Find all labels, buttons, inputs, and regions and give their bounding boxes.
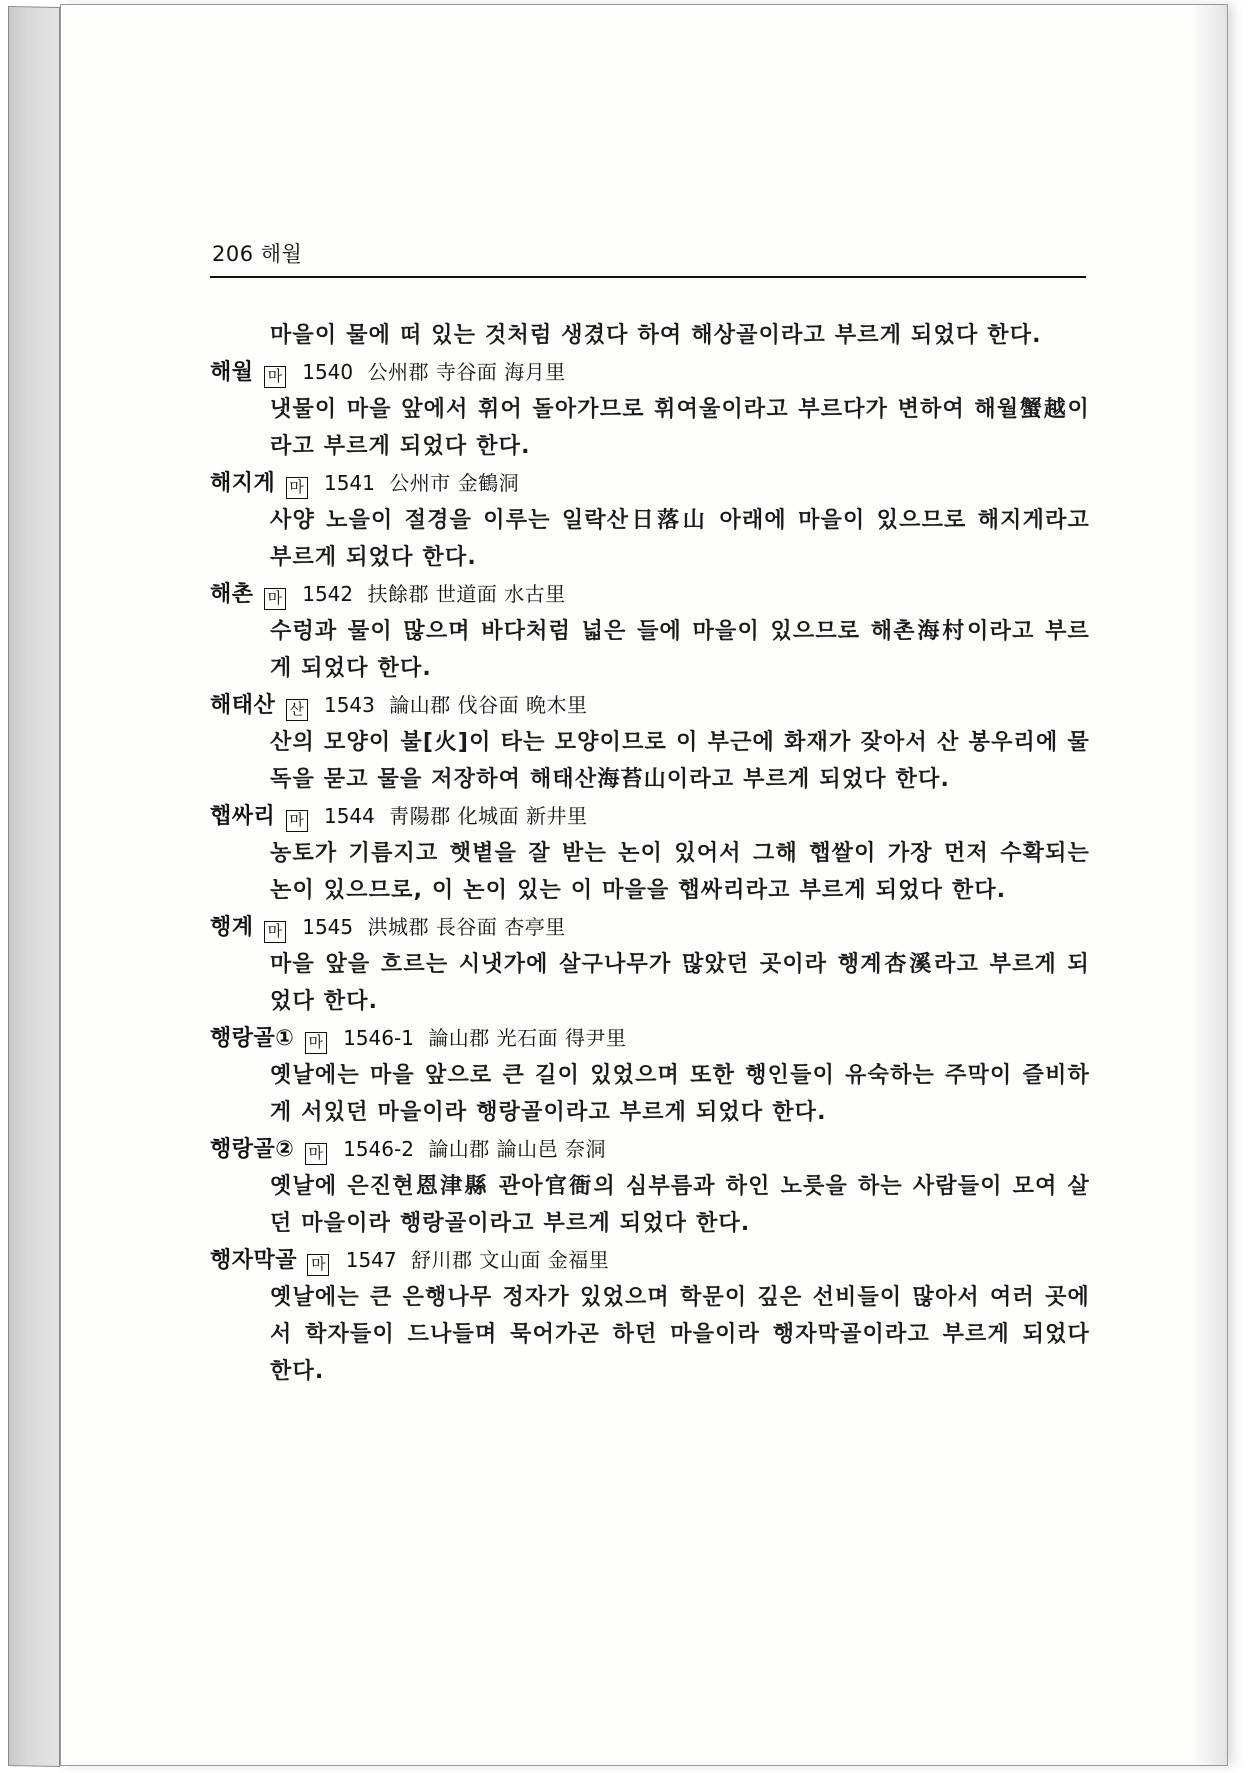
category-badge: 마 bbox=[305, 1143, 327, 1165]
category-badge: 마 bbox=[286, 477, 308, 499]
entry-heading bbox=[210, 465, 1090, 502]
entry-text: 사양 노을이 절경을 이루는 일락산日落山 아래에 마을이 있으므로 해지게라고 부르게 되었다 한다. bbox=[270, 508, 1090, 570]
page-edge-shadow bbox=[1191, 5, 1227, 1765]
entry-text: 옛날에는 마을 앞으로 큰 길이 있었으며 또한 행인들이 유숙하는 주막이 즐비하게 서있던 마을이라 행랑골이라고 부르게 되었다 한다. bbox=[270, 1063, 1090, 1125]
entry-name: 해태산 bbox=[210, 693, 276, 718]
entry-address: 論山郡 伐谷面 晩木里 bbox=[389, 693, 588, 717]
entry-name: 해촌 bbox=[210, 582, 254, 607]
entry-number: 1544 bbox=[323, 804, 375, 828]
entry-address: 公州市 金鶴洞 bbox=[389, 471, 520, 495]
entry bbox=[210, 798, 1090, 909]
category-badge: 마 bbox=[264, 921, 286, 943]
entry-address: 論山郡 論山邑 奈洞 bbox=[428, 1137, 607, 1161]
category-badge: 마 bbox=[307, 1254, 329, 1276]
category-badge: 마 bbox=[305, 1032, 327, 1054]
book-spine bbox=[8, 6, 60, 1767]
entry bbox=[210, 1242, 1090, 1390]
category-badge: 마 bbox=[264, 588, 286, 610]
entry-name: 해지게 bbox=[210, 471, 276, 496]
entry-heading bbox=[210, 909, 1090, 946]
entry-address: 公州郡 寺谷面 海月里 bbox=[367, 360, 566, 384]
entry-heading bbox=[210, 576, 1090, 613]
entry-address: 扶餘郡 世道面 水古里 bbox=[367, 582, 566, 606]
entry-text: 냇물이 마을 앞에서 휘어 돌아가므로 휘여울이라고 부르다가 변하여 해월蟹越이라고 부르게 되었다 한다. bbox=[270, 397, 1090, 459]
lead-paragraph: 마을이 물에 떠 있는 것처럼 생겼다 하여 해상골이라고 부르게 되었다 한다. bbox=[270, 323, 1042, 348]
entry bbox=[210, 465, 1090, 576]
category-badge: 마 bbox=[264, 366, 286, 388]
entry-address: 論山郡 光石面 得尹里 bbox=[428, 1026, 627, 1050]
running-header bbox=[210, 236, 1086, 278]
entry-text: 마을 앞을 흐르는 시냇가에 살구나무가 많았던 곳이라 행계杏溪라고 부르게 되었다 한다. bbox=[270, 952, 1090, 1014]
page-number-title: 206 해월 bbox=[212, 242, 303, 266]
entry-address: 洪城郡 長谷面 杏亭里 bbox=[367, 915, 566, 939]
entry bbox=[210, 1020, 1090, 1131]
dictionary-content bbox=[210, 317, 1090, 1390]
entry bbox=[210, 687, 1090, 798]
entry-address: 舒川郡 文山面 金福里 bbox=[411, 1248, 610, 1272]
entry-text: 수렁과 물이 많으며 바다처럼 넓은 들에 마을이 있으므로 해촌海村이라고 부르게 되었다 한다. bbox=[270, 619, 1090, 681]
entry-name: 행랑골① bbox=[210, 1026, 295, 1051]
entry-number: 1540 bbox=[302, 360, 354, 384]
entry-number: 1546-1 bbox=[343, 1026, 414, 1050]
entry-text: 옛날에는 큰 은행나무 정자가 있었으며 학문이 깊은 선비들이 많아서 여러 곳에서 학자들이 드나들며 묵어가곤 하던 마을이라 행자막골이라고 부르게 되었다 한다. bbox=[270, 1285, 1090, 1384]
entry-text: 산의 모양이 불[火]이 타는 모양이므로 이 부근에 화재가 잦아서 산 봉우리에 물독을 묻고 물을 저장하여 해태산海苔山이라고 부르게 되었다 한다. bbox=[270, 730, 1090, 792]
entry-heading bbox=[210, 798, 1090, 835]
entry-heading bbox=[210, 1020, 1090, 1057]
entry bbox=[210, 576, 1090, 687]
entry-heading bbox=[210, 1131, 1090, 1168]
entry bbox=[210, 909, 1090, 1020]
entry-heading bbox=[210, 1242, 1090, 1279]
entry-name: 햅싸리 bbox=[210, 804, 276, 829]
category-badge: 마 bbox=[286, 810, 308, 832]
entry-text: 옛날에 은진현恩津縣 관아官衙의 심부름과 하인 노릇을 하는 사람들이 모여 살던 마을이라 행랑골이라고 부르게 되었다 한다. bbox=[270, 1174, 1090, 1236]
entry-name: 해월 bbox=[210, 360, 254, 385]
entry-name: 행자막골 bbox=[210, 1248, 298, 1273]
category-badge: 산 bbox=[286, 699, 308, 721]
entry-name: 행계 bbox=[210, 915, 254, 940]
entry-number: 1546-2 bbox=[343, 1137, 414, 1161]
entry bbox=[210, 354, 1090, 465]
entry-heading bbox=[210, 354, 1090, 391]
entry-number: 1547 bbox=[345, 1248, 397, 1272]
entry-number: 1543 bbox=[323, 693, 375, 717]
entry-number: 1541 bbox=[323, 471, 375, 495]
entry bbox=[210, 1131, 1090, 1242]
entry-number: 1542 bbox=[302, 582, 354, 606]
entry-address: 靑陽郡 化城面 新井里 bbox=[389, 804, 588, 828]
entry-text: 농토가 기름지고 햇볕을 잘 받는 논이 있어서 그해 햅쌀이 가장 먼저 수확되는 논이 있으므로, 이 논이 있는 이 마을을 햅싸리라고 부르게 되었다 한다. bbox=[270, 841, 1090, 903]
entry-heading bbox=[210, 687, 1090, 724]
entry-name: 행랑골② bbox=[210, 1137, 295, 1162]
entry-number: 1545 bbox=[302, 915, 354, 939]
